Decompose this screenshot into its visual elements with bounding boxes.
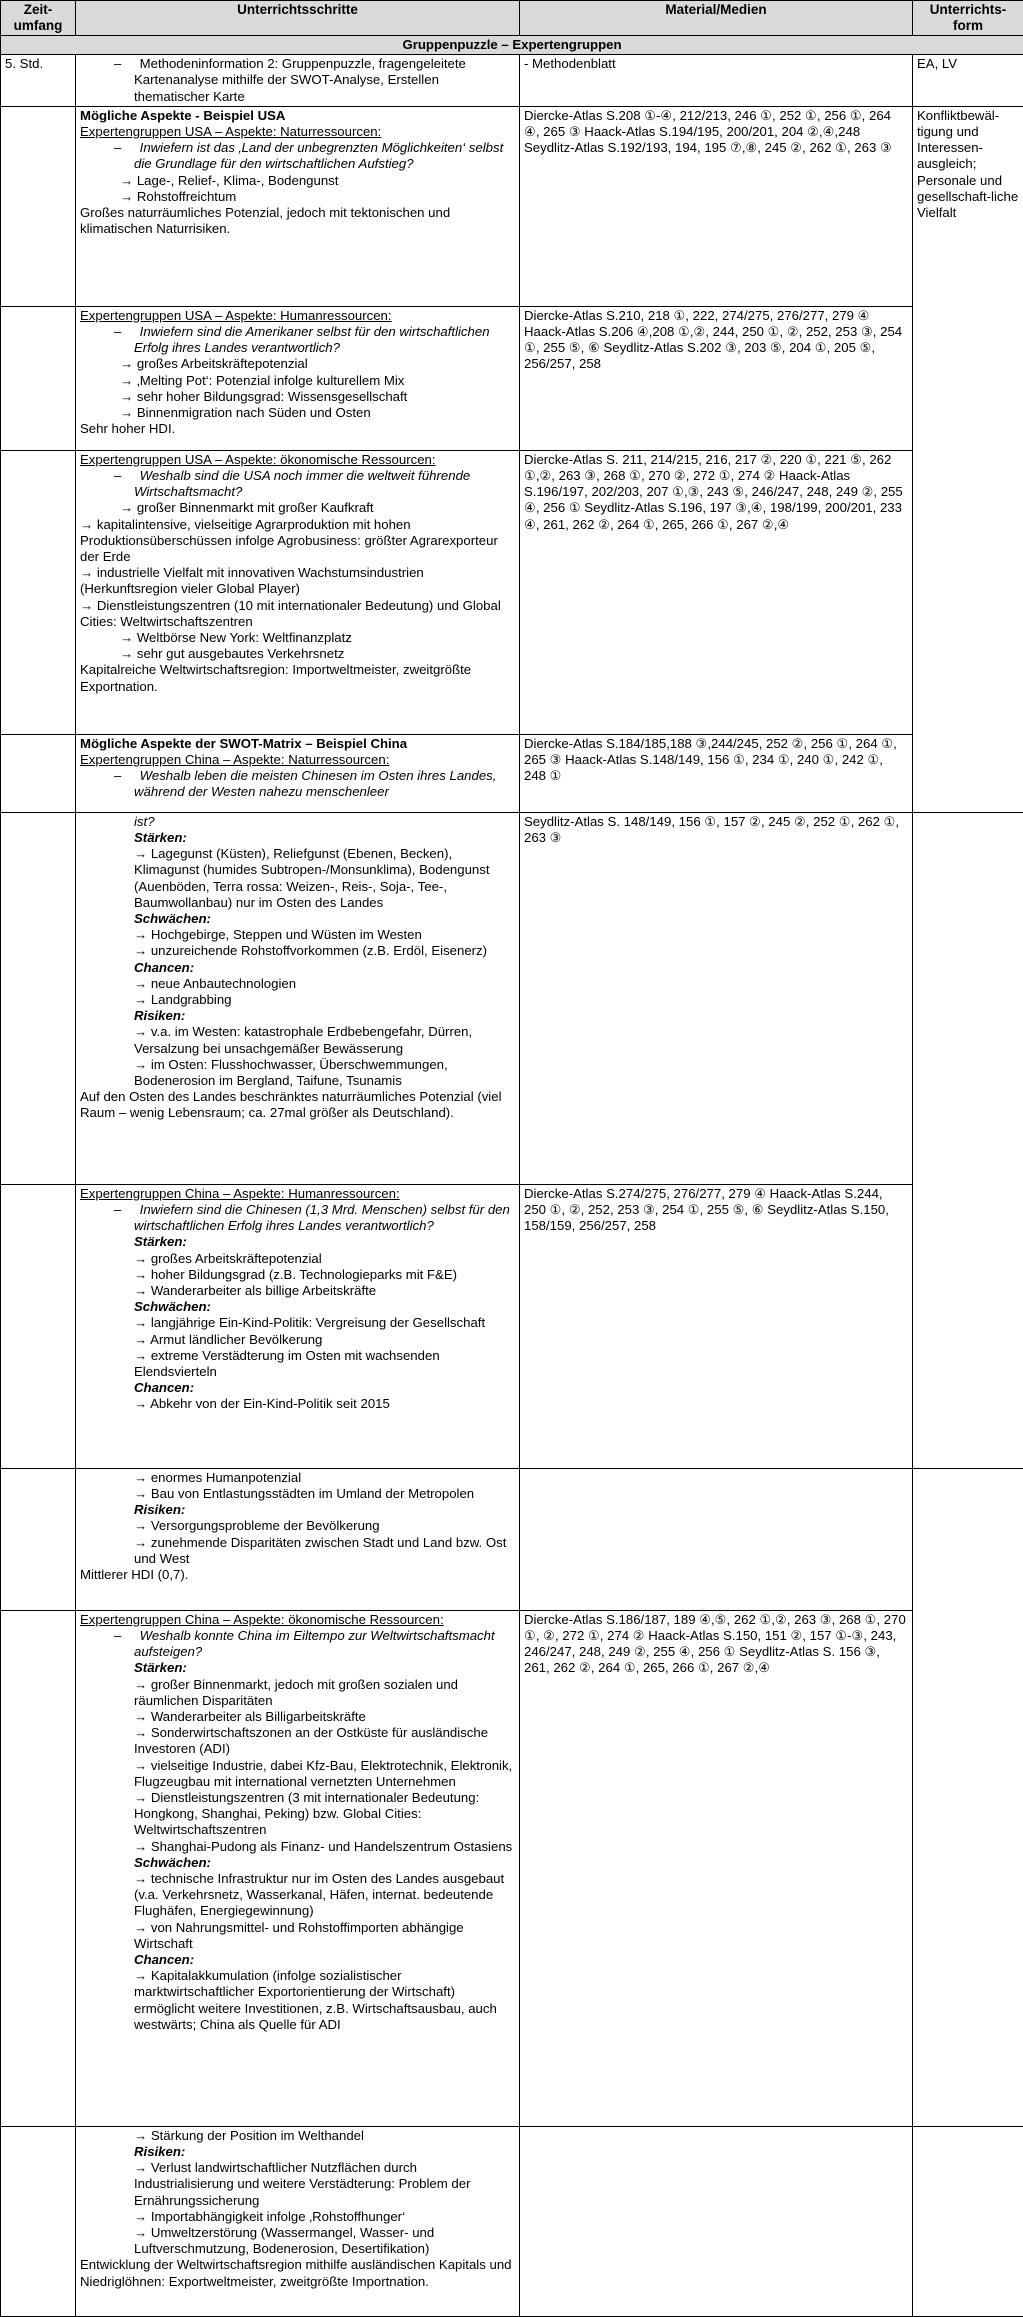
list-item: → Abkehr von der Ein-Kind-Politik seit 2015 [80,1396,515,1412]
list-item: → Wanderarbeiter als billige Arbeitskräfte [80,1283,515,1299]
usa-hum-question: Inwiefern sind die Amerikaner selbst für den wirtschaftlichen Erfolg ihres Landes verantwortlich? [134,324,490,355]
list-item: → im Osten: Flusshochwasser, Überschwemmungen, Bodenerosion im Bergland, Taifune, Tsunamis [80,1057,515,1089]
china-hum-sub: Expertengruppen China – Aspekte: Humanressourcen: [80,1186,515,1202]
section-title: Gruppenpuzzle – Expertengruppen [1,36,1023,55]
list-item: → Weltbörse New York: Weltfinanzplatz [80,630,515,646]
list-item: → Wanderarbeiter als Billigarbeitskräfte [80,1709,515,1725]
time-cell: 5. Std. [1,55,76,107]
table-row [1,1184,1023,1468]
list-item: → technische Infrastruktur nur im Osten des Landes ausgebaut (v.a. Verkehrsnetz, Wasserkanal, Häfen, internat. bedeutende Flughäfen, Energiegewinnung) [80,1871,515,1920]
form-cell [913,106,1023,812]
china-heading: Mögliche Aspekte der SWOT-Matrix – Beispiel China [80,736,515,752]
table-row [1,55,1023,107]
table-row [1,2126,1023,2316]
material-cell [520,1468,913,1610]
steps-cell [76,2126,520,2316]
risks-label: Risiken: [80,1008,515,1024]
usa-hum-sub: Expertengruppen USA – Aspekte: Humanressourcen: [80,308,515,324]
intro-item: Methodeninformation 2: Gruppenpuzzle, fragengeleitete Kartenanalyse mithilfe der SWOT-Analyse, Erstellen thematischer Karte [134,56,466,103]
list-item: → Sonderwirtschaftszonen an der Ostküste für ausländische Investoren (ADI) [80,1725,515,1757]
steps-cell: – Methodeninformation 2: Gruppenpuzzle, fragengeleitete Kartenanalyse mithilfe der SWOT-Analyse, Erstellen thematischer Karte [76,55,520,107]
usa-oek-question: Weshalb sind die USA noch immer die weltweit führende Wirtschaftsmacht? [134,468,470,499]
table-row [1,450,1023,734]
list-item: → Hochgebirge, Steppen und Wüsten im Westen [80,927,515,943]
time-cell [1,812,76,1184]
list-item: → Importabhängigkeit infolge ‚Rohstoffhunger‘ [80,2209,515,2225]
form-cell [913,812,1023,1468]
material-cell: Diercke-Atlas S. 211, 214/215, 216, 217 ②, 220 ①, 221 ⑤, 262 ①,②, 263 ③, 268 ①, 270 ②, 272 ①, 274 ② Haack-Atlas S.196/197, 202/203, 207 ①,③, 243 ⑤, 246/247, 248, 249 ②, 255 ④, 256 ① Seydlitz-Atlas S.196, 197 ③,④, 198/199, 200/201, 233 ④, 261, 262 ②, 264 ①, 265, 266 ①, 267 ②,④ [520,450,913,734]
china-oek-summary: Entwicklung der Weltwirtschaftsregion mithilfe ausländischen Kapitals und Niedriglöhnen: Exportweltmeister, zweitgrößte Importnation. [80,2257,515,2289]
table-row [1,734,1023,812]
strengths-label: Stärken: [80,830,515,846]
list-item: → Lagegunst (Küsten), Reliefgunst (Ebenen, Becken), Klimagunst (humides Subtropen-/Monsunklima), Bodengunst (Auenböden, Terra rossa: Weizen-, Reis-, Soja-, Tee-, Baumwollanbau) nur im Osten des Landes [80,846,515,911]
china-oek-question: Weshalb konnte China im Eiltempo zur Weltwirtschaftsmacht aufsteigen? [134,1628,495,1659]
usa-nat-question: Inwiefern ist das ‚Land der unbegrenzten Möglichkeiten‘ selbst die Grundlage für den wirtschaftlichen Aufstieg? [134,140,503,171]
list-item: → sehr hoher Bildungsgrad: Wissensgesellschaft [80,389,515,405]
table-row [1,306,1023,450]
list-item: → großes Arbeitskräftepotenzial [80,1251,515,1267]
steps-cell [76,812,520,1184]
list-item: → sehr gut ausgebautes Verkehrsnetz [80,646,515,662]
usa-oek-sub: Expertengruppen USA – Aspekte: ökonomische Ressourcen: [80,452,515,468]
steps-cell [76,1468,520,1610]
china-nat-question: Weshalb leben die meisten Chinesen im Osten ihres Landes, während der Westen nahezu menschenleer [134,768,496,799]
time-cell [1,734,76,812]
material-cell: Seydlitz-Atlas S. 148/149, 156 ①, 157 ②, 245 ②, 252 ①, 262 ①, 263 ③ [520,812,913,1184]
list-item: → industrielle Vielfalt mit innovativen Wachstumsindustrien (Herkunftsregion vieler Global Player) [80,565,515,597]
time-cell [1,1468,76,1610]
material-cell: Diercke-Atlas S.274/275, 276/277, 279 ④ Haack-Atlas S.244, 250 ①, ②, 252, 253 ③, 254 ①, 255 ⑤, ⑥ Seydlitz-Atlas S.150, 158/159, 256/257, 258 [520,1184,913,1468]
strengths-label: Stärken: [80,1234,515,1250]
time-cell [1,1184,76,1468]
usa-heading: Mögliche Aspekte - Beispiel USA [80,108,515,124]
list-item: → ‚Melting Pot‘: Potenzial infolge kulturellem Mix [80,373,515,389]
time-cell [1,306,76,450]
usa-oek-summary: Kapitalreiche Weltwirtschaftsregion: Importweltmeister, zweitgrößte Exportnation. [80,662,515,694]
china-hum-question: Inwiefern sind die Chinesen (1,3 Mrd. Menschen) selbst für den wirtschaftlichen Erfolg ihres Landes verantwortlich? [134,1202,510,1233]
material-cell: Diercke-Atlas S.184/185,188 ③,244/245, 252 ②, 256 ①, 264 ①, 265 ③ Haack-Atlas S.148/149, 156 ①, 234 ①, 240 ①, 242 ①, 248 ① [520,734,913,812]
china-nat-sub: Expertengruppen China – Aspekte: Naturressourcen: [80,752,515,768]
material-cell [520,2126,913,2316]
usa-nat-sub: Expertengruppen USA – Aspekte: Naturressourcen: [80,124,515,140]
list-item: → von Nahrungsmittel- und Rohstoffimporten abhängige Wirtschaft [80,1920,515,1952]
section-row [1,36,1023,55]
chances-label: Chancen: [80,1380,515,1396]
list-item: → vielseitige Industrie, dabei Kfz-Bau, Elektrotechnik, Elektronik, Flugzeugbau mit international vernetzten Unternehmen [80,1758,515,1790]
china-nat-q-end: ist? [80,814,515,830]
list-item: → v.a. im Westen: katastrophale Erdbebengefahr, Dürren, Versalzung bei unsachgemäßer Bewässerung [80,1024,515,1056]
chances-label: Chancen: [80,960,515,976]
list-item: → Dienstleistungszentren (10 mit internationaler Bedeutung) und Global Cities: Weltwirtschaftszentren [80,598,515,630]
list-item: → Kapitalakkumulation (infolge sozialistischer marktwirtschaftlicher Exportorientierung der Wirtschaft) ermöglicht weitere Investitionen, z.B. Wirtschaftsausbau, auch westwärts; China als Quelle für ADI [80,1968,515,2033]
list-item: → großer Binnenmarkt mit großer Kaufkraft [80,500,515,516]
time-cell [1,106,76,306]
header-time: Zeit-umfang [1,1,76,36]
weaknesses-label: Schwächen: [80,911,515,927]
list-item: → kapitalintensive, vielseitige Agrarproduktion mit hohen Produktionsüberschüssen infolge Agrobusiness: größter Agrarexporteur der Erde [80,517,515,566]
usa-nat-summary: Großes naturräumliches Potenzial, jedoch mit tektonischen und klimatischen Naturrisiken. [80,205,515,237]
form-cell [913,1468,1023,2126]
list-item: → zunehmende Disparitäten zwischen Stadt und Land bzw. Ost und West [80,1535,515,1567]
china-hum-summary: Mittlerer HDI (0,7). [80,1567,515,1583]
risks-label: Risiken: [80,1502,515,1518]
list-item: → Verlust landwirtschaftlicher Nutzflächen durch Industrialisierung und weitere Verstädterung: Problem der Ernährungssicherung [80,2160,515,2209]
steps-cell: Mögliche Aspekte - Beispiel USA Expertengruppen USA – Aspekte: Naturressourcen: – Inwiefern ist das ‚Land der unbegrenzten Möglichkeiten‘ selbst die Grundlage für den wirtschaftlichen Aufstieg? → Lage-, Relief-, Klima-, Bodengunst → Rohstoffreichtum Großes naturräumliches Potenzial, jedoch mit tektonischen und klimatischen Naturrisiken. [76,106,520,306]
list-item: → Umweltzerstörung (Wassermangel, Wasser- und Luftverschmutzung, Bodenerosion, Desertifikation) [80,2225,515,2257]
list-item: → Shanghai-Pudong als Finanz- und Handelszentrum Ostasiens [80,1839,515,1855]
steps-cell: Mögliche Aspekte der SWOT-Matrix – Beispiel China Expertengruppen China – Aspekte: Naturressourcen: – Weshalb leben die meisten Chinesen im Osten ihres Landes, während der Westen nahezu menschenleer [76,734,520,812]
list-item: → großes Arbeitskräftepotenzial [80,356,515,372]
risks-label: Risiken: [80,2144,515,2160]
list-item: → Binnenmigration nach Süden und Osten [80,405,515,421]
list-item: → enormes Humanpotenzial [80,1470,515,1486]
steps-cell: Expertengruppen USA – Aspekte: ökonomische Ressourcen: – Weshalb sind die USA noch immer die weltweit führende Wirtschaftsmacht? → großer Binnenmarkt mit großer Kaufkraft → kapitalintensive, vielseitige Agrarproduktion mit hohen Produktionsüberschüssen infolge Agrobusiness: größter Agrarexporteur der Erde → industrielle Vielfalt mit innovativen Wachstumsindustrien (Herkunftsregion vieler Global Player) → Dienstleistungszentren (10 mit internationaler Bedeutung) und Global Cities: Weltwirtschaftszentren → Weltbörse New York: Weltfinanzplatz → sehr gut ausgebautes Verkehrsnetz Kapitalreiche Weltwirtschaftsregion: Importweltmeister, zweitgrößte Exportnation. [76,450,520,734]
table-header-row [1,1,1023,36]
list-item: → Lage-, Relief-, Klima-, Bodengunst [80,173,515,189]
list-item: → hoher Bildungsgrad (z.B. Technologieparks mit F&E) [80,1267,515,1283]
usa-hum-summary: Sehr hoher HDI. [80,421,515,437]
table-row [1,812,1023,1184]
header-steps: Unterrichtsschritte [76,1,520,36]
list-item: → Stärkung der Position im Welthandel [80,2128,515,2144]
table-row [1,106,1023,306]
list-item: → Versorgungsprobleme der Bevölkerung [80,1518,515,1534]
form-cell [913,2126,1023,2316]
form-cell: EA, LV [913,55,1023,107]
list-item: → Armut ländlicher Bevölkerung [80,1332,515,1348]
material-cell: - Methodenblatt [520,55,913,107]
table-row [1,1468,1023,1610]
list-item: → neue Anbautechnologien [80,976,515,992]
list-item: → Dienstleistungszentren (3 mit internationaler Bedeutung: Hongkong, Shanghai, Peking) bzw. Global Cities: Weltwirtschaftszentren [80,1790,515,1839]
china-oek-sub: Expertengruppen China – Aspekte: ökonomische Ressourcen: [80,1612,515,1628]
list-item: → Bau von Entlastungsstädten im Umland der Metropolen [80,1486,515,1502]
list-item: → großer Binnenmarkt, jedoch mit großen sozialen und räumlichen Disparitäten [80,1677,515,1709]
material-cell: Diercke-Atlas S.186/187, 189 ④,⑤, 262 ①,②, 263 ③, 268 ①, 270 ①, ②, 272 ①, 274 ② Haack-Atlas S.150, 151 ②, 157 ①-③, 243, 246/247, 248, 249 ②, 255 ④, 256 ① Seydlitz-Atlas S. 156 ③, 261, 262 ②, 264 ①, 265, 266 ①, 267 ②,④ [520,1610,913,2126]
list-item: → langjährige Ein-Kind-Politik: Vergreisung der Gesellschaft [80,1315,515,1331]
china-nat-summary: Auf den Osten des Landes beschränktes naturräumliches Potenzial (viel Raum – wenig Lebensraum; ca. 27mal größer als Deutschland). [80,1089,515,1121]
chances-label: Chancen: [80,1952,515,1968]
weaknesses-label: Schwächen: [80,1855,515,1871]
steps-cell: Expertengruppen China – Aspekte: ökonomische Ressourcen: – Weshalb konnte China im Eiltempo zur Weltwirtschaftsmacht aufsteigen? Stärken: → großer Binnenmarkt, jedoch mit großen sozialen und räumlichen Disparitäten → Wanderarbeiter als Billigarbeitskräfte → Sonderwirtschaftszonen an der Ostküste für ausländische Investoren (ADI) → vielseitige Industrie, dabei Kfz-Bau, Elektrotechnik, Elektronik, Flugzeugbau mit international vernetzten Unternehmen → Dienstleistungszentren (3 mit internationaler Bedeutung: Hongkong, Shanghai, Peking) bzw. Global Cities: Weltwirtschaftszentren → Shanghai-Pudong als Finanz- und Handelszentrum Ostasiens Schwächen: → technische Infrastruktur nur im Osten des Landes ausgebaut (v.a. Verkehrsnetz, Wasserkanal, Häfen, internat. bedeutende Flughäfen, Energiegewinnung) → von Nahrungsmittel- und Rohstoffimporten abhängige Wirtschaft Chancen: → Kapitalakkumulation (infolge sozialistischer marktwirtschaftlicher Exportorientierung der Wirtschaft) ermöglicht weitere Investitionen, z.B. Wirtschaftsausbau, auch westwärts; China als Quelle für ADI [76,1610,520,2126]
list-item: → Rohstoffreichtum [80,189,515,205]
strengths-label: Stärken: [80,1660,515,1676]
time-cell [1,2126,76,2316]
material-cell: Diercke-Atlas S.210, 218 ①, 222, 274/275, 276/277, 279 ④ Haack-Atlas S.206 ④,208 ①,②, 244, 250 ①, ②, 252, 253 ③, 254 ①, 255 ⑤, ⑥ Seydlitz-Atlas S.202 ③, 203 ⑤, 204 ①, 205 ⑤, 256/257, 258 [520,306,913,450]
time-cell [1,450,76,734]
steps-cell: Expertengruppen USA – Aspekte: Humanressourcen: – Inwiefern sind die Amerikaner selbst für den wirtschaftlichen Erfolg ihres Landes verantwortlich? → großes Arbeitskräftepotenzial → ‚Melting Pot‘: Potenzial infolge kulturellem Mix → sehr hoher Bildungsgrad: Wissensgesellschaft → Binnenmigration nach Süden und Osten Sehr hoher HDI. [76,306,520,450]
list-item: → Landgrabbing [80,992,515,1008]
table-row [1,1610,1023,2126]
steps-cell: Expertengruppen China – Aspekte: Humanressourcen: – Inwiefern sind die Chinesen (1,3 Mrd. Menschen) selbst für den wirtschaftlichen Erfolg ihres Landes verantwortlich? Stärken: → großes Arbeitskräftepotenzial → hoher Bildungsgrad (z.B. Technologieparks mit F&E) → Wanderarbeiter als billige Arbeitskräfte Schwächen: → langjährige Ein-Kind-Politik: Vergreisung der Gesellschaft → Armut ländlicher Bevölkerung → extreme Verstädterung im Osten mit wachsenden Elendsvierteln Chancen: → Abkehr von der Ein-Kind-Politik seit 2015 [76,1184,520,1468]
weaknesses-label: Schwächen: [80,1299,515,1315]
time-cell [1,1610,76,2126]
material-cell: Diercke-Atlas S.208 ①-④, 212/213, 246 ①, 252 ①, 256 ①, 264 ④, 265 ③ Haack-Atlas S.194/195, 200/201, 204 ②,④,248 Seydlitz-Atlas S.192/193, 194, 195 ⑦,⑧, 245 ②, 262 ①, 263 ③ [520,106,913,306]
list-item: → unzureichende Rohstoffvorkommen (z.B. Erdöl, Eisenerz) [80,943,515,959]
header-form: Unterrichts-form [913,1,1023,36]
header-material: Material/Medien [520,1,913,36]
list-item: → extreme Verstädterung im Osten mit wachsenden Elendsvierteln [80,1348,515,1380]
form-text: Konfliktbewäl-tigung und Interessen-ausgleich; Personale und gesellschaft-liche Vielfalt [917,108,1019,221]
